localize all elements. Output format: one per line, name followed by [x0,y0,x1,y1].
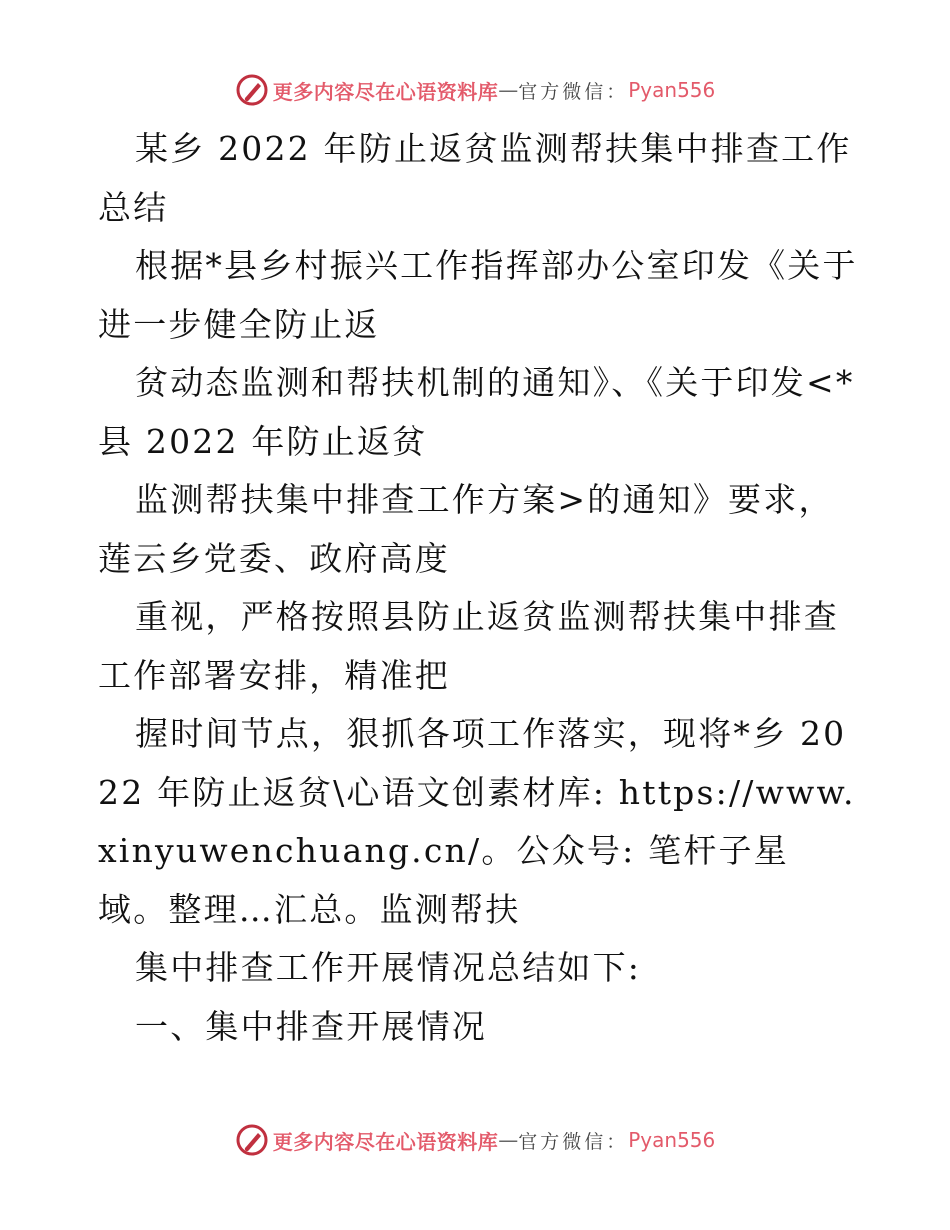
header-official-label: 官方微信： [518,80,629,103]
document-title: 某乡 2022 年防止返贫监测帮扶集中排查工作总结 [98,129,852,227]
footer-wechat-id: Pyan556 [628,1128,716,1152]
paragraph-line-5: 握时间节点，狠抓各项工作落实，现将*乡 2022 年防止返贫\心语文创素材库: https://www.xinyuwenchuang.cn/。公众号: 笔杆子星域。整理…汇总。监测帮扶 [98,714,856,929]
section-heading: 一、集中排查开展情况 [135,1006,487,1046]
page-header-watermark [0,70,950,110]
header-wechat-id: Pyan556 [628,78,716,102]
paragraph-line-4: 重视，严格按照县防止返贫监测帮扶集中排查工作部署安排，精准把 [98,597,839,695]
header-brand-text: 更多内容尽在心语资料库 [272,79,499,104]
paragraph-line-2: 贫动态监测和帮扶机制的通知》、《关于印发<*县 2022 年防止返贫 [98,363,855,461]
footer-official-label: 官方微信： [518,1130,629,1153]
pen-logo-icon [235,1123,269,1157]
paragraph-line-3: 监测帮扶集中排查工作方案>的通知》要求，莲云乡党委、政府高度 [98,480,834,578]
page-footer-watermark [0,1120,950,1160]
footer-separator: — [498,1128,519,1152]
header-separator: — [498,78,519,102]
pen-logo-icon [235,73,269,107]
paragraph-line-1: 根据*县乡村振兴工作指挥部办公室印发《关于进一步健全防止返 [98,246,858,344]
document-body [98,120,858,1056]
paragraph-line-6: 集中排查工作开展情况总结如下: [135,948,642,987]
footer-brand-text: 更多内容尽在心语资料库 [272,1129,499,1154]
